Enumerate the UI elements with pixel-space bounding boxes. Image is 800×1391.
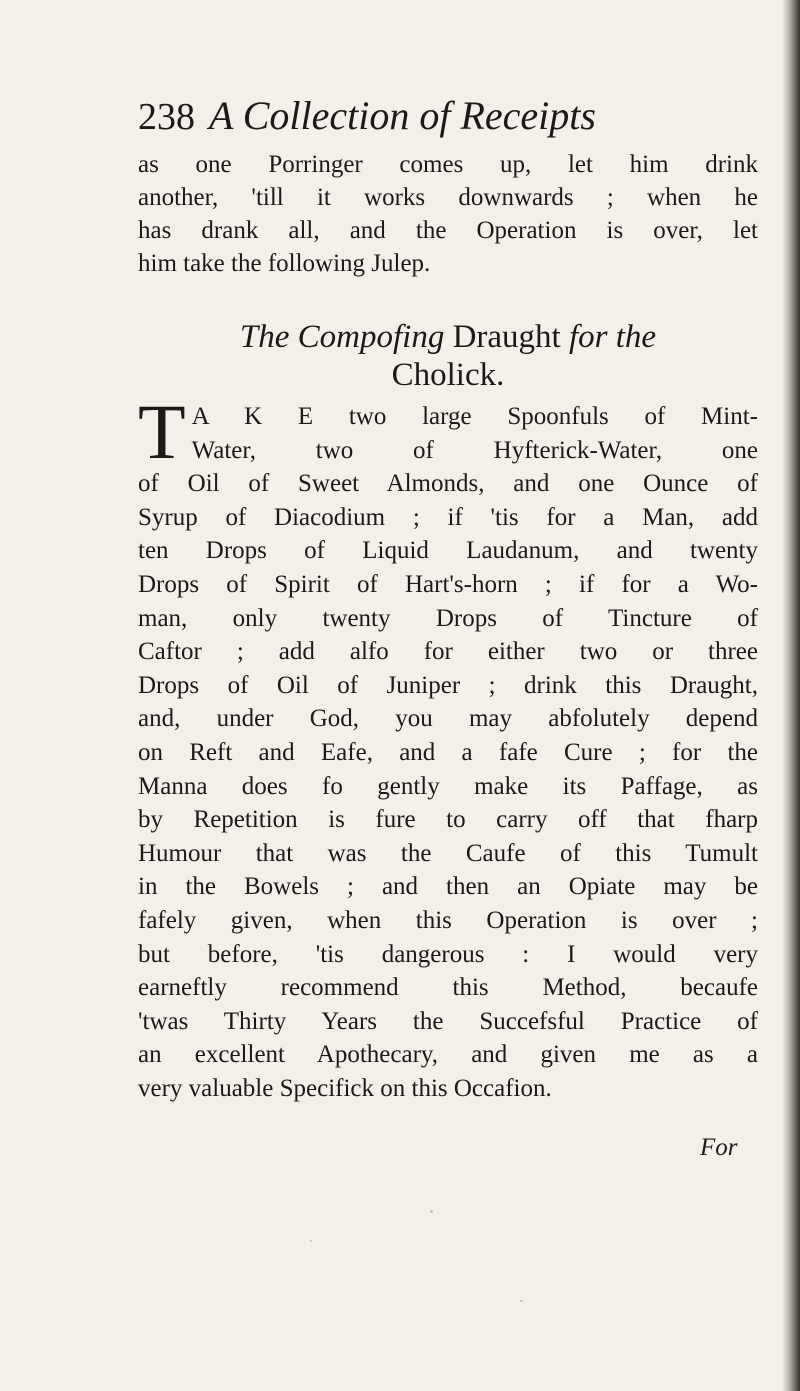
text-line: by Repetition is fure to carry off that fharp bbox=[138, 806, 758, 834]
page-edge-shadow bbox=[782, 0, 800, 1391]
text-line: but before, 'tis dangerous : I would very bbox=[138, 940, 758, 968]
text-line: in the Bowels ; and then an Opiate may be bbox=[138, 873, 758, 901]
text-line: ten Drops of Liquid Laudanum, and twenty bbox=[138, 537, 758, 565]
text-line: Syrup of Diacodium ; if 'tis for a Man, add bbox=[138, 503, 758, 531]
title-word: The bbox=[239, 319, 290, 355]
intro-paragraph bbox=[138, 148, 758, 280]
text-line: as one Porringer comes up, let him drink bbox=[138, 151, 758, 178]
text-line: of Oil of Sweet Almonds, and one Ounce of bbox=[138, 470, 758, 498]
recipe-paragraph bbox=[138, 388, 758, 1105]
catchword: For bbox=[700, 1134, 738, 1161]
text-line: another, 'till it works downwards ; when he bbox=[138, 184, 758, 211]
text-line: Humour that was the Caufe of this Tumult bbox=[138, 839, 758, 867]
paper-speck bbox=[310, 1240, 312, 1242]
text-line: has drank all, and the Operation is over, let bbox=[138, 217, 758, 244]
text-line: Manna does fo gently make its Paffage, as bbox=[138, 772, 758, 800]
drop-cap: T bbox=[138, 388, 186, 475]
text-line: man, only twenty Drops of Tincture of bbox=[138, 604, 758, 632]
title-word: Draught bbox=[452, 319, 561, 355]
paper-speck bbox=[520, 1300, 523, 1302]
text-line: an excellent Apothecary, and given me as a bbox=[138, 1041, 758, 1069]
text-line: Caftor ; add alfo for either two or three bbox=[138, 638, 758, 666]
text-line: Drops of Oil of Juniper ; drink this Draught, bbox=[138, 671, 758, 699]
running-head bbox=[138, 92, 596, 139]
text-line: 'twas Thirty Years the Succefsful Practice of bbox=[138, 1007, 758, 1035]
page-number: 238 bbox=[138, 96, 195, 138]
text-line: very valuable Specifick on this Occafion. bbox=[138, 1074, 552, 1102]
title-word: the bbox=[615, 319, 657, 355]
text-line: fafely given, when this Operation is over ; bbox=[138, 906, 758, 934]
title-word: for bbox=[568, 319, 608, 355]
text-line: and, under God, you may abfolutely depend bbox=[138, 705, 758, 733]
text-line: Water, two of Hyfterick-Water, one bbox=[191, 436, 758, 464]
text-line: A K E two large Spoonfuls of Mint- bbox=[191, 403, 758, 430]
section-title bbox=[138, 318, 758, 394]
running-title: A Collection of Receipts bbox=[209, 93, 596, 138]
title-line-2: Cholick. bbox=[391, 357, 505, 393]
text-line: Drops of Spirit of Hart's-horn ; if for a Wo- bbox=[138, 570, 758, 598]
text-line: earneftly recommend this Method, becaufe bbox=[138, 974, 758, 1002]
text-line: on Reft and Eafe, and a fafe Cure ; for the bbox=[138, 738, 758, 766]
title-word: Compofing bbox=[297, 319, 445, 355]
text-line: him take the following Julep. bbox=[138, 250, 431, 277]
paper-speck bbox=[430, 1210, 433, 1213]
